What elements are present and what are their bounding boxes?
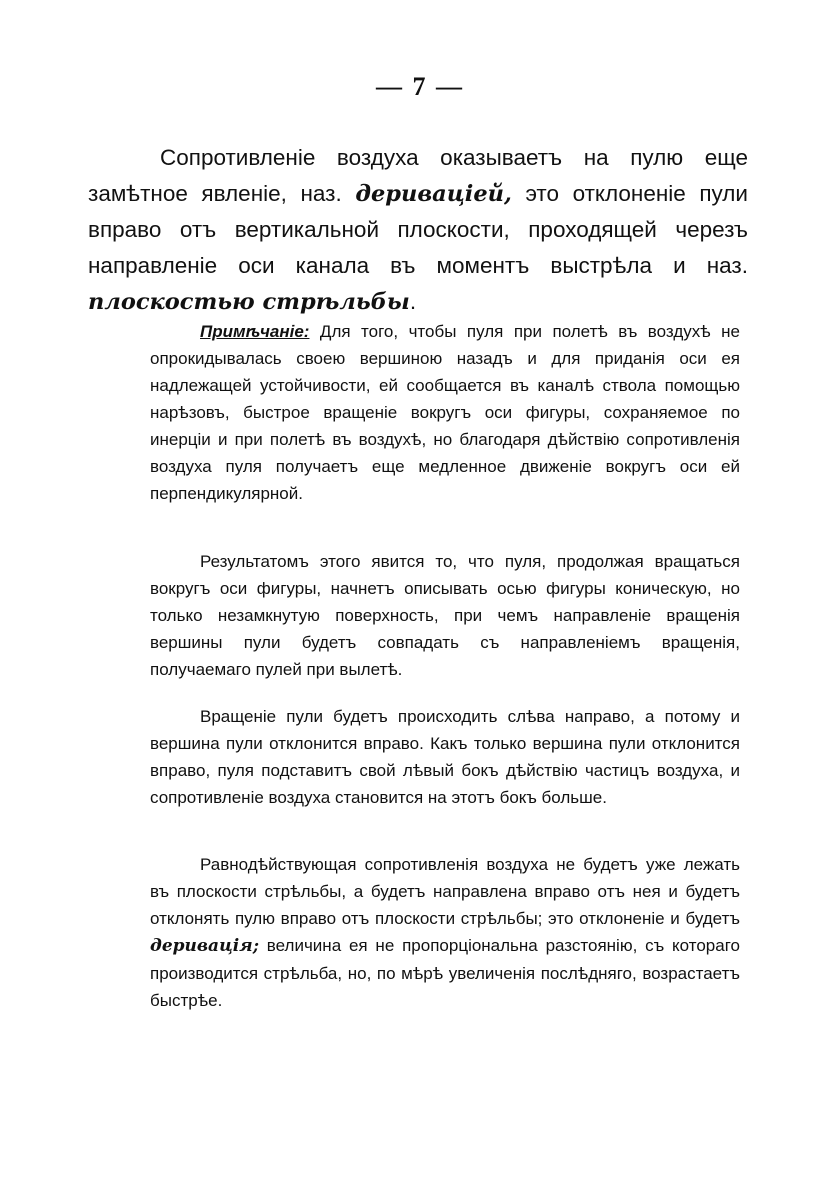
note-4-text-start: Равнодѣйствующая сопротивленія воздуха не будетъ уже лежать въ плоскости стрѣльбы, а будетъ направлена вправо отъ нея и будетъ отклонять пулю вправо отъ плоскости стрѣльбы; это отклоненіе и будетъ <box>150 855 740 928</box>
note-1-text: Для того, чтобы пуля при полетѣ въ воздухѣ не опрокидывалась своею вершиною назадъ и для приданія оси ея надлежащей устойчивости, ей сообщается въ каналѣ ствола помощью нарѣзовъ, быстрое вращеніе вокругъ оси фигуры, сохраняемое по инерціи и при полетѣ въ воздухѣ, но благодаря дѣйствію сопротивленія воздуха пуля получаетъ еще медленное движеніе вокругъ оси ей перпендикулярной. <box>150 322 740 503</box>
page-number: — 7 — <box>376 72 464 101</box>
main-text-mid: это отклоненіе пули вправо отъ вертикальной плоскости, проходящей черезъ направленіе оси канала въ моментъ выстрѣла и наз. <box>88 181 748 278</box>
main-paragraph <box>88 140 748 320</box>
term-firing-plane: плоскостью стрѣльбы <box>88 289 410 315</box>
note-3-text: Вращеніе пули будетъ происходить слѣва направо, а потому и вершина пули отклонится вправо. Какъ только вершина пули отклонится вправо, пуля подставитъ свой лѣвый бокъ дѣйствію частицъ воздуха, и сопротивленіе воздуха становится на этотъ бокъ больше. <box>150 707 740 807</box>
term-derivation: деривацiей, <box>355 181 512 207</box>
note-paragraph-2 <box>150 548 740 683</box>
main-text-end: . <box>409 289 417 314</box>
note-title: Примѣчаніе: <box>200 322 310 341</box>
note-4-text-end: величина ея не пропорціональна разстоянію, съ котораго производится стрѣльба, но, по мѣрѣ увеличенія послѣдняго, возрастаетъ быстрѣе. <box>150 936 740 1010</box>
note-paragraph-4 <box>150 851 740 1014</box>
note-paragraph-1 <box>150 318 740 507</box>
note-2-text: Результатомъ этого явится то, что пуля, продолжая вращаться вокругъ оси фигуры, начнетъ описывать осью фигуры коническую, но только незамкнутую поверхность, при чемъ направленіе вращенія вершины пули будетъ совпадать съ направленіемъ вращенія, получаемаго пулей при вылетѣ. <box>150 552 740 679</box>
term-derivation-2: деривація; <box>150 936 259 956</box>
main-text-start: Сопротивленіе воздуха оказываетъ на пулю еще замѣтное явленіе, наз. <box>88 145 748 206</box>
note-paragraph-3 <box>150 703 740 811</box>
